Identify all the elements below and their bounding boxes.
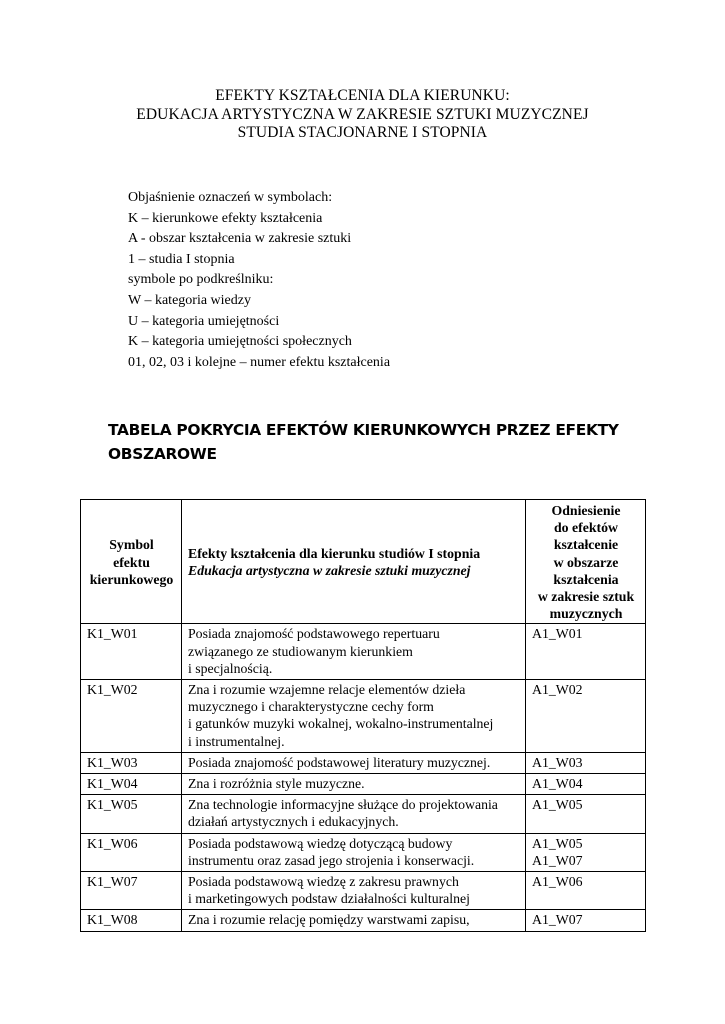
header-text: kierunkowego bbox=[89, 571, 174, 587]
description-line: Posiada znajomość podstawowego repertuaru bbox=[188, 626, 440, 642]
description-line: muzycznego i charakterystyczne cechy form bbox=[188, 699, 434, 715]
row-symbol: K1_W06 bbox=[81, 833, 182, 871]
row-reference bbox=[526, 872, 646, 910]
table-row bbox=[81, 910, 646, 931]
header-text: Efekty kształcenia dla kierunku studiów I stopnia bbox=[188, 546, 481, 561]
legend-line: Objaśnienie oznaczeń w symbolach: bbox=[128, 190, 333, 205]
table-row bbox=[81, 752, 646, 773]
legend-line: 01, 02, 03 i kolejne – numer efektu kształcenia bbox=[128, 354, 391, 370]
coverage-table bbox=[80, 499, 646, 932]
row-description bbox=[182, 872, 526, 910]
row-reference bbox=[526, 774, 646, 795]
table-row bbox=[81, 774, 646, 795]
row-symbol: K1_W02 bbox=[81, 680, 182, 753]
title-line-1: EFEKTY KSZTAŁCENIA DLA KIERUNKU: bbox=[215, 87, 510, 104]
reference-code: A1_W07 bbox=[532, 852, 583, 868]
header-text: Symbol bbox=[109, 537, 154, 553]
reference-code: A1_W04 bbox=[532, 776, 583, 792]
legend-line: W – kategoria wiedzy bbox=[128, 292, 251, 308]
header-text: Odniesienie bbox=[551, 503, 621, 518]
row-reference bbox=[526, 680, 646, 753]
row-symbol: K1_W04 bbox=[81, 774, 182, 795]
row-description bbox=[182, 774, 526, 795]
row-description bbox=[182, 680, 526, 753]
table-row bbox=[81, 680, 646, 753]
header-text: do efektów bbox=[554, 520, 618, 536]
table-row bbox=[81, 833, 646, 871]
description-line: instrumentu oraz zasad jego strojenia i konserwacji. bbox=[188, 852, 475, 868]
description-line: i specjalnością. bbox=[188, 660, 273, 676]
header-text: kształcenie bbox=[553, 537, 619, 553]
header-text: muzycznych bbox=[549, 606, 623, 622]
description-line: Zna i rozumie wzajemne relacje elementów dzieła bbox=[188, 682, 466, 698]
row-symbol: K1_W05 bbox=[81, 795, 182, 833]
row-reference bbox=[526, 795, 646, 833]
row-description bbox=[182, 752, 526, 773]
description-line: Zna i rozróżnia style muzyczne. bbox=[188, 776, 365, 792]
header-text-italic: Edukacja artystyczna w zakresie sztuki muzycznej bbox=[188, 563, 471, 579]
description-line: i instrumentalnej. bbox=[188, 733, 285, 749]
table-row bbox=[81, 795, 646, 833]
reference-code: A1_W05 bbox=[532, 835, 583, 851]
reference-code: A1_W07 bbox=[532, 912, 583, 928]
legend-line: K – kategoria umiejętności społecznych bbox=[128, 334, 352, 350]
header-reference bbox=[526, 500, 646, 624]
legend-line: symbole po podkreślniku: bbox=[128, 272, 274, 288]
reference-code: A1_W02 bbox=[532, 682, 583, 698]
description-line: Posiada podstawową wiedzę dotyczącą budowy bbox=[188, 835, 453, 851]
reference-code: A1_W05 bbox=[532, 797, 583, 813]
row-symbol: K1_W08 bbox=[81, 910, 182, 931]
row-symbol: K1_W07 bbox=[81, 872, 182, 910]
row-description bbox=[182, 795, 526, 833]
row-symbol: K1_W03 bbox=[81, 752, 182, 773]
symbol-legend bbox=[128, 188, 390, 373]
description-line: i marketingowych podstaw działalności kulturalnej bbox=[188, 891, 470, 907]
document-title bbox=[0, 87, 725, 143]
row-symbol: K1_W01 bbox=[81, 624, 182, 680]
row-reference bbox=[526, 910, 646, 931]
row-reference bbox=[526, 624, 646, 680]
header-symbol bbox=[81, 500, 182, 624]
description-line: Posiada znajomość podstawowej literatury muzycznej. bbox=[188, 754, 491, 770]
description-line: i gatunków muzyki wokalnej, wokalno-instrumentalnej bbox=[188, 716, 494, 732]
title-line-2: EDUKACJA ARTYSTYCZNA W ZAKRESIE SZTUKI MUZYCZNEJ bbox=[136, 105, 589, 123]
row-description bbox=[182, 624, 526, 680]
description-line: Posiada podstawową wiedzę z zakresu prawnych bbox=[188, 874, 459, 890]
row-description bbox=[182, 910, 526, 931]
legend-line: 1 – studia I stopnia bbox=[128, 251, 235, 267]
description-line: działań artystycznych i edukacyjnych. bbox=[188, 814, 399, 830]
header-text: kształcenia bbox=[553, 571, 619, 587]
table-row bbox=[81, 872, 646, 910]
legend-line: K – kierunkowe efekty kształcenia bbox=[128, 210, 323, 226]
header-text: w obszarze bbox=[553, 554, 619, 570]
header-text: efektu bbox=[113, 554, 150, 570]
title-line-3: STUDIA STACJONARNE I STOPNIA bbox=[237, 124, 488, 141]
row-reference bbox=[526, 752, 646, 773]
table-heading: TABELA POKRYCIA EFEKTÓW KIERUNKOWYCH PRZEZ EFEKTY OBSZAROWE bbox=[108, 421, 619, 463]
header-text: w zakresie sztuk bbox=[537, 589, 635, 605]
reference-code: A1_W01 bbox=[532, 626, 583, 642]
table-row bbox=[81, 624, 646, 680]
table-header-row bbox=[81, 500, 646, 624]
row-reference bbox=[526, 833, 646, 871]
row-description bbox=[182, 833, 526, 871]
header-effects bbox=[182, 500, 526, 624]
legend-line: U – kategoria umiejętności bbox=[128, 313, 280, 329]
description-line: Zna i rozumie relację pomiędzy warstwami zapisu, bbox=[188, 912, 470, 928]
description-line: związanego ze studiowanym kierunkiem bbox=[188, 643, 413, 659]
legend-line: A - obszar kształcenia w zakresie sztuki bbox=[128, 231, 352, 247]
reference-code: A1_W03 bbox=[532, 754, 583, 770]
reference-code: A1_W06 bbox=[532, 874, 583, 890]
description-line: Zna technologie informacyjne służące do projektowania bbox=[188, 797, 498, 813]
